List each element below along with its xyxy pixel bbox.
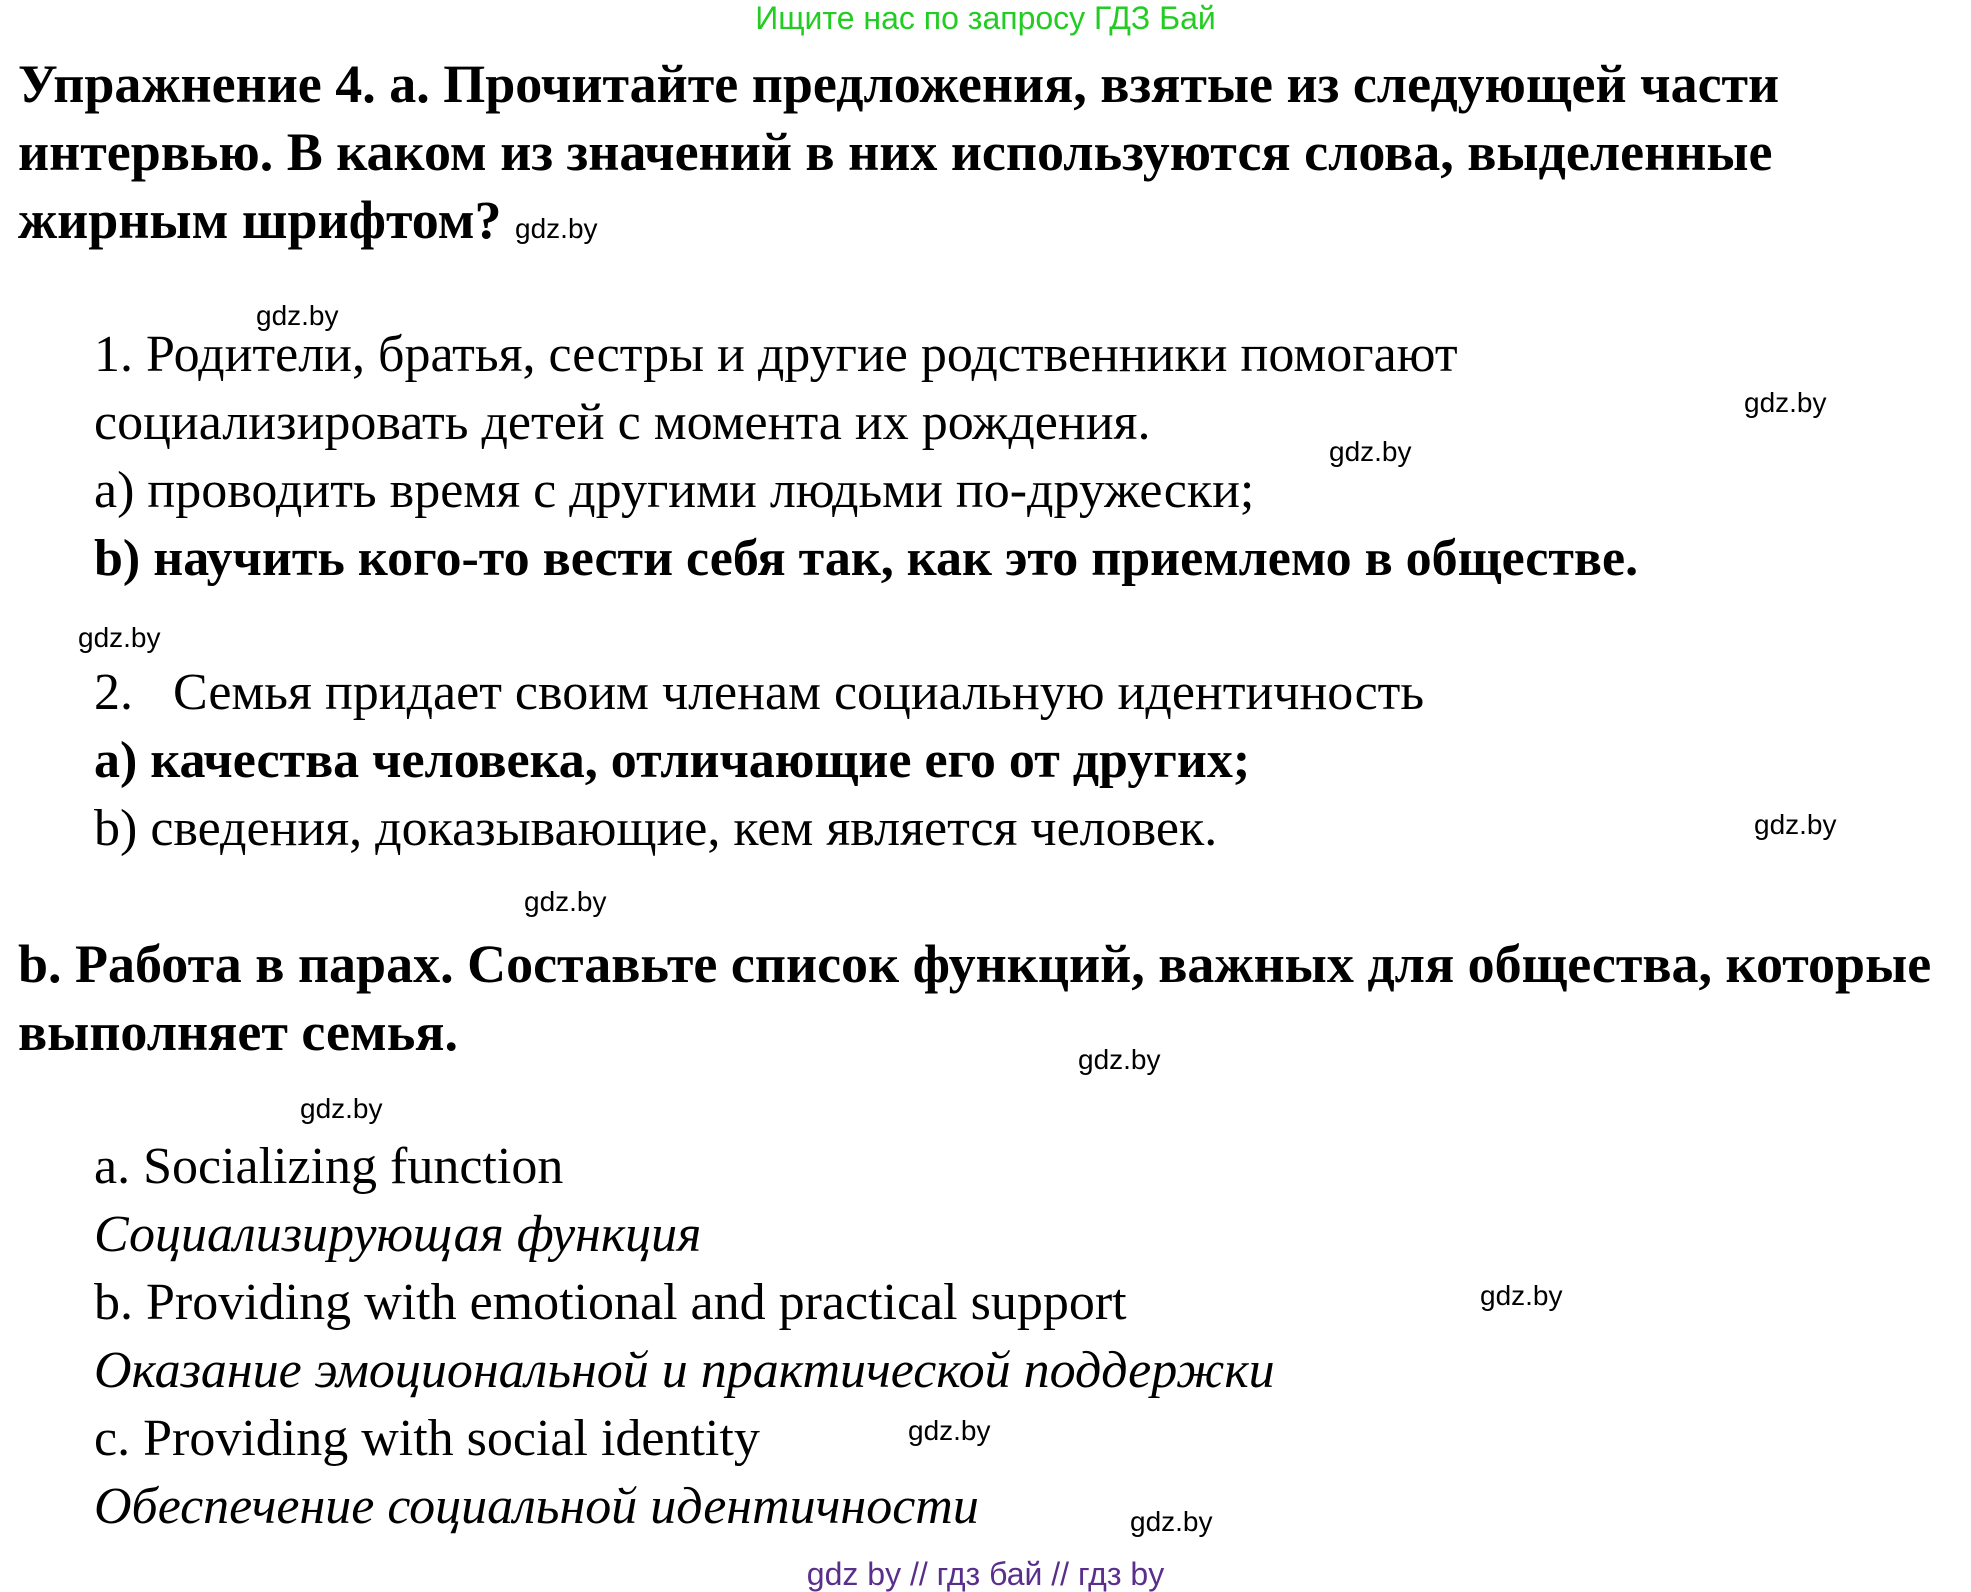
item-2-option-a-correct: а) качества человека, отличающие его от других; <box>94 732 1251 789</box>
item-2-option-b: b) сведения, доказывающие, кем является человек. <box>94 800 1218 857</box>
item-1-option-a: a) проводить время с другими людьми по-дружески; <box>94 462 1255 519</box>
sentence-text: Семья придает своим членам социальную идентичность <box>173 664 1425 721</box>
item-1-option-b-correct: b) научить кого-то вести себя так, как это приемлемо в обществе. <box>94 530 1639 587</box>
watermark: gdz.by <box>1078 1044 1161 1075</box>
item-1-sentence-line1 <box>94 322 1458 388</box>
exercise-title: Упражнение 4. a. Прочитайте предложения, взятые из следующей части интервью. В каком из значений в них используются слова, выделенные жирным шрифтом? <box>18 54 1780 250</box>
top-search-link[interactable]: Ищите нас по запросу ГДЗ Бай <box>755 0 1216 36</box>
answer-c-ru: Обеспечение социальной идентичности <box>94 1478 979 1535</box>
footer-links[interactable]: gdz by // гдз бай // гдз by <box>806 1556 1165 1592</box>
item-number: 1. <box>94 326 133 383</box>
watermark: gdz.by <box>524 886 607 917</box>
watermark: gdz.by <box>300 1093 383 1124</box>
item-2-sentence <box>94 660 1424 726</box>
answer-a-en: a. Socializing function <box>94 1138 564 1195</box>
watermark: gdz.by <box>256 300 339 331</box>
answer-b-ru: Оказание эмоциональной и практической поддержки <box>94 1342 1275 1399</box>
exercise-heading <box>18 50 1958 263</box>
watermark: gdz.by <box>1480 1280 1563 1311</box>
watermark: gdz.by <box>1130 1506 1213 1537</box>
watermark: gdz.by <box>78 622 161 653</box>
answer-a-ru: Социализирующая функция <box>94 1206 702 1263</box>
answer-c-en: c. Providing with social identity <box>94 1410 760 1467</box>
watermark: gdz.by <box>515 213 598 244</box>
watermark: gdz.by <box>908 1415 991 1446</box>
part-b-heading: b. Работа в парах. Составьте список функций, важных для общества, которые выполняет семья. <box>18 934 1932 1062</box>
answer-b-en: b. Providing with emotional and practical support <box>94 1274 1127 1331</box>
item-number: 2. <box>94 664 133 721</box>
item-1-sentence-line2: социализировать детей с момента их рождения. <box>94 394 1151 451</box>
watermark: gdz.by <box>1754 809 1837 840</box>
watermark: gdz.by <box>1329 436 1412 467</box>
sentence-text: Родители, братья, сестры и другие родственники помогают <box>146 326 1458 383</box>
watermark: gdz.by <box>1744 387 1827 418</box>
